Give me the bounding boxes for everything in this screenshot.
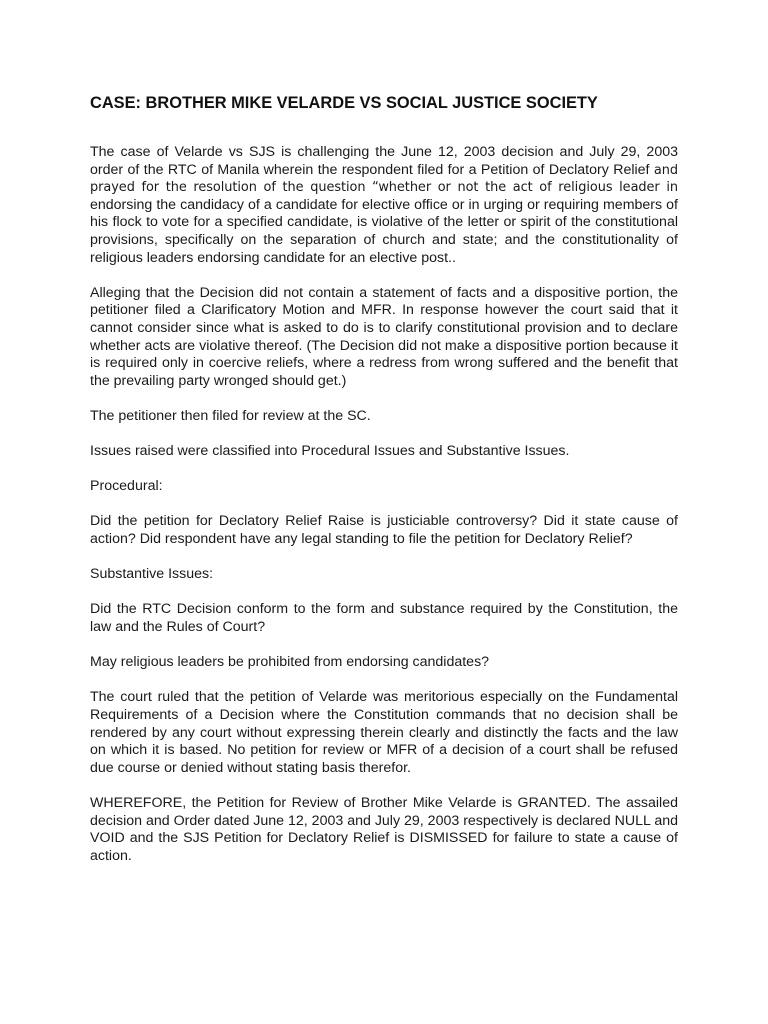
paragraph-substantive-question-1: Did the RTC Decision conform to the form and substance required by the Constitution, the law and the Rules of Court?	[90, 601, 678, 636]
paragraph-allegation: Alleging that the Decision did not contain a statement of facts and a dispositive portion, the petitioner filed a Clarificatory Motion and MFR. In response however the court said that it cannot consider since what is asked to do is to clarify constitutional provision and to declare whether acts are violative thereof. (The Decision did not make a dispositive portion because it is required only in coercive reliefs, where a redress from wrong suffered and the benefit that the prevailing party wronged should get.)	[90, 284, 678, 389]
paragraph-review: The petitioner then filed for review at the SC.	[90, 407, 371, 424]
paragraph-background-part-1: The case of Velarde vs SJS is challenging the June 12, 2003 decision and July 29, 2003 order of the RTC of Manila wherein the respondent filed for a Petition of Declatory Relief	[90, 144, 678, 178]
paragraph-background-part-2: and prayed for the resolution of the question “whether or not the act of religious leader in	[90, 162, 678, 196]
heading-substantive: Substantive Issues:	[90, 566, 214, 583]
paragraph-procedural-questions: Did the petition for Declatory Relief Raise is justiciable controversy? Did it state cause of action? Did respondent have any legal standing to file the petition for Declatory Relief?	[90, 513, 678, 548]
paragraph-background	[90, 144, 678, 267]
paragraph-wherefore: WHEREFORE, the Petition for Review of Brother Mike Velarde is GRANTED. The assailed decision and Order dated June 12, 2003 and July 29, 2003 respectively is declared NULL and VOID and the SJS Petition for Declatory Relief is DISMISSED for failure to state a cause of action.	[90, 794, 678, 864]
paragraph-ruling: The court ruled that the petition of Velarde was meritorious especially on the Fundamental Requirements of a Decision where the Constitution commands that no decision shall be rendered by any court without expressing therein clearly and distinctly the facts and the law on which it is based. No petition for review or MFR of a decision of a court shall be refused due course or denied without stating basis therefor.	[90, 689, 678, 776]
document-page	[90, 93, 678, 883]
paragraph-background-part-3: endorsing the candidacy of a candidate for elective office or in urging or requiring members of his flock to vote for a specified candidate, is violative of the letter or spirit of the constitutional provisions, specifically on the separation of church and state; and the constitutionality of religious leaders endorsing candidate for an elective post..	[90, 196, 678, 266]
case-title: CASE: BROTHER MIKE VELARDE VS SOCIAL JUSTICE SOCIETY	[90, 94, 598, 112]
paragraph-substantive-question-2: May religious leaders be prohibited from endorsing candidates?	[90, 654, 490, 671]
paragraph-issues: Issues raised were classified into Procedural Issues and Substantive Issues.	[90, 443, 570, 460]
heading-procedural: Procedural:	[90, 478, 163, 495]
